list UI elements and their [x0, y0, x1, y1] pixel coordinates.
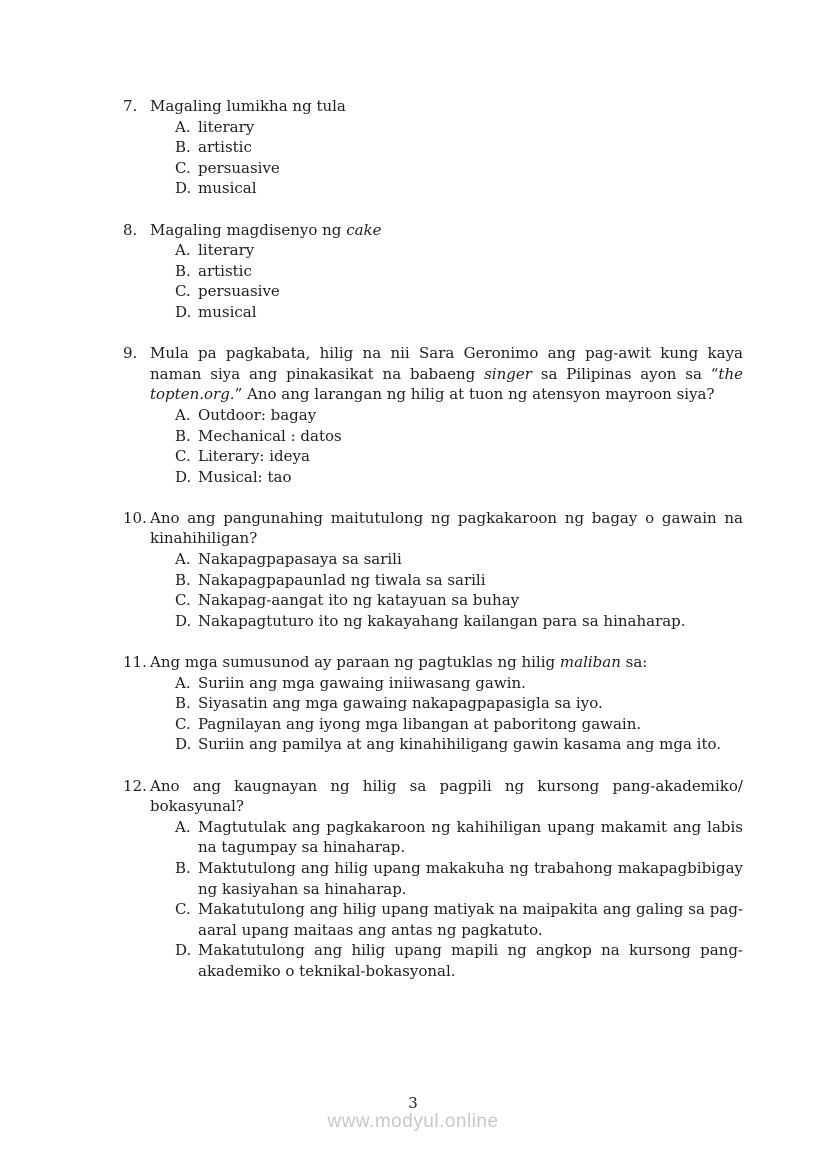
option-letter: B.	[175, 570, 191, 589]
option-text-segment: literary	[198, 117, 255, 136]
option-text	[198, 405, 743, 426]
question-prompt-segment: Magaling magdisenyo ng	[150, 220, 347, 239]
question-item	[123, 96, 743, 199]
option-text-segment: Magtutulak ang pagkakaroon ng kahihiligan upang makamit ang labis na tagumpay sa hinaharap.	[198, 817, 743, 857]
option-letter: B.	[175, 858, 191, 877]
option-letter: D.	[175, 941, 192, 960]
option-text-segment: Makatutulong ang hilig upang matiyak na maipakita ang galing sa pag-aaral upang maitaas ang antas ng pagkatuto.	[198, 900, 743, 939]
option-text-segment: Outdoor: bagay	[198, 405, 317, 424]
question-prompt-segment: sa:	[620, 653, 648, 672]
option-letter: C.	[175, 591, 191, 610]
option-letter: C.	[175, 714, 191, 733]
option-letter: B.	[175, 694, 191, 713]
option-letter: D.	[175, 467, 192, 486]
question-body	[150, 652, 743, 755]
option-row	[175, 858, 743, 899]
option-letter: C.	[175, 158, 191, 177]
option-text-segment: Pagnilayan ang iyong mga libangan at paboritong gawain.	[198, 714, 642, 733]
option-letter: A.	[175, 817, 191, 836]
option-text-segment: Nakapag-aangat ito ng katayuan sa buhay	[198, 591, 520, 610]
option-letter: B.	[175, 138, 191, 157]
option-text-segment: Literary: ideya	[198, 447, 310, 466]
question-prompt-segment: Mula pa pagkabata, hilig na nii Sara Geronimo ang pag-awit kung kaya naman siya ang pinakasikat na babaeng	[150, 344, 743, 383]
option-text	[198, 117, 743, 138]
option-list	[150, 240, 743, 322]
option-row	[175, 899, 743, 940]
option-letter: C.	[175, 900, 191, 919]
option-row	[175, 673, 743, 694]
option-list	[150, 117, 743, 199]
option-row	[175, 302, 743, 323]
question-body	[150, 96, 743, 199]
option-text-segment: Suriin ang mga gawaing iniiwasang gawin.	[198, 673, 526, 692]
option-row	[175, 446, 743, 467]
question-prompt-segment: Ang mga sumusunod ay paraan ng pagtuklas ng hilig	[150, 653, 560, 672]
option-list	[150, 817, 743, 982]
option-text	[198, 426, 743, 447]
option-row	[175, 549, 743, 570]
question-prompt	[150, 343, 743, 405]
option-text-segment: musical	[198, 179, 257, 198]
question-number: 8.	[123, 220, 138, 239]
question-body	[150, 220, 743, 323]
question-number: 7.	[123, 97, 138, 115]
option-list	[150, 549, 743, 631]
option-row	[175, 570, 743, 591]
option-row	[175, 240, 743, 261]
option-row	[175, 405, 743, 426]
option-letter: A.	[175, 117, 191, 136]
question-item	[123, 776, 743, 982]
option-text	[198, 899, 743, 940]
option-row	[175, 426, 743, 447]
option-text	[198, 549, 743, 570]
option-letter: A.	[175, 673, 191, 692]
option-list	[150, 673, 743, 755]
option-text	[198, 467, 743, 488]
option-text-segment: Suriin ang pamilya at ang kinahihiligang gawin kasama ang mga ito.	[198, 735, 722, 754]
option-letter: C.	[175, 282, 191, 301]
quiz-content	[123, 96, 743, 982]
option-text	[198, 570, 743, 591]
option-text	[198, 693, 743, 714]
option-letter: C.	[175, 447, 191, 466]
question-prompt-segment: singer	[484, 364, 532, 383]
option-row	[175, 281, 743, 302]
question-number: 9.	[123, 344, 138, 363]
question-prompt-segment: the topten.org.	[150, 364, 743, 404]
question-prompt	[150, 652, 743, 673]
question-prompt	[150, 220, 743, 241]
option-text-segment: Nakapagpapaunlad ng tiwala sa sarili	[198, 570, 486, 589]
option-row	[175, 467, 743, 488]
option-letter: A.	[175, 241, 191, 260]
option-text	[198, 302, 743, 323]
option-text	[198, 281, 743, 302]
option-letter: B.	[175, 261, 191, 280]
option-text-segment: Maktutulong ang hilig upang makakuha ng trabahong makapagbibigay ng kasiyahan sa hinaharap.	[198, 858, 743, 898]
question-item	[123, 508, 743, 632]
option-text	[198, 590, 743, 611]
option-text	[198, 734, 743, 755]
option-row	[175, 817, 743, 858]
option-text-segment: artistic	[198, 261, 252, 280]
option-text	[198, 858, 743, 899]
question-prompt-segment: ” Ano ang larangan ng hilig at tuon ng atensyon mayroon siya?	[234, 385, 715, 404]
option-row	[175, 178, 743, 199]
option-text	[198, 137, 743, 158]
option-row	[175, 137, 743, 158]
option-text	[198, 240, 743, 261]
option-text-segment: literary	[198, 241, 255, 260]
option-letter: D.	[175, 179, 192, 198]
option-letter: A.	[175, 550, 191, 569]
question-prompt	[150, 508, 743, 549]
question-prompt-segment: maliban	[559, 653, 621, 672]
question-number: 11.	[123, 653, 147, 672]
option-row	[175, 158, 743, 179]
option-text	[198, 446, 743, 467]
option-text-segment: Nakapagpapasaya sa sarili	[198, 550, 402, 569]
option-letter: D.	[175, 302, 192, 321]
option-letter: D.	[175, 735, 192, 754]
option-row	[175, 611, 743, 632]
option-text	[198, 817, 743, 858]
option-text	[198, 940, 743, 981]
option-text-segment: Musical: tao	[198, 467, 292, 486]
option-row	[175, 734, 743, 755]
option-text	[198, 611, 743, 632]
option-letter: B.	[175, 426, 191, 445]
question-prompt-segment: Ano ang kaugnayan ng hilig sa pagpili ng kursong pang-akademiko/​bokasyunal?	[150, 776, 743, 816]
question-number: 12.	[123, 776, 147, 795]
option-letter: A.	[175, 405, 191, 424]
question-number: 10.	[123, 508, 147, 527]
option-row	[175, 714, 743, 735]
question-item	[123, 652, 743, 755]
option-text-segment: persuasive	[198, 282, 280, 301]
option-text	[198, 158, 743, 179]
page-number: 3	[408, 1094, 418, 1112]
option-list	[150, 405, 743, 487]
question-item	[123, 220, 743, 323]
option-text	[198, 178, 743, 199]
question-prompt	[150, 776, 743, 817]
option-text-segment: Nakapagtuturo ito ng kakayahang kailangan para sa hinaharap.	[198, 611, 686, 630]
option-row	[175, 590, 743, 611]
option-row	[175, 693, 743, 714]
question-item	[123, 343, 743, 487]
question-list	[123, 96, 743, 982]
option-text-segment: Makatutulong ang hilig upang mapili ng angkop na kursong pang-akademiko o teknikal-bokasyonal.	[198, 941, 743, 980]
question-prompt-segment: sa Pilipinas ayon sa “	[531, 364, 719, 383]
option-text-segment: musical	[198, 302, 257, 321]
question-prompt-segment: Magaling lumikha ng tula	[150, 97, 346, 115]
question-body	[150, 776, 743, 982]
option-text-segment: Siyasatin ang mga gawaing nakapagpapasigla sa iyo.	[198, 694, 603, 713]
option-text-segment: persuasive	[198, 158, 280, 177]
question-prompt	[150, 96, 743, 117]
question-body	[150, 508, 743, 632]
option-text	[198, 673, 743, 694]
question-prompt-segment: Ano ang pangunahing maitutulong ng pagkakaroon ng bagay o gawain na kinahihiligan?	[150, 508, 743, 548]
question-prompt-segment: cake	[346, 220, 382, 239]
option-text	[198, 714, 743, 735]
option-row	[175, 117, 743, 138]
option-text-segment: artistic	[198, 138, 252, 157]
option-text	[198, 261, 743, 282]
option-row	[175, 261, 743, 282]
option-letter: D.	[175, 611, 192, 630]
question-body	[150, 343, 743, 487]
option-row	[175, 940, 743, 981]
watermark: www.modyul.online	[327, 1111, 499, 1132]
option-text-segment: Mechanical : datos	[198, 426, 342, 445]
